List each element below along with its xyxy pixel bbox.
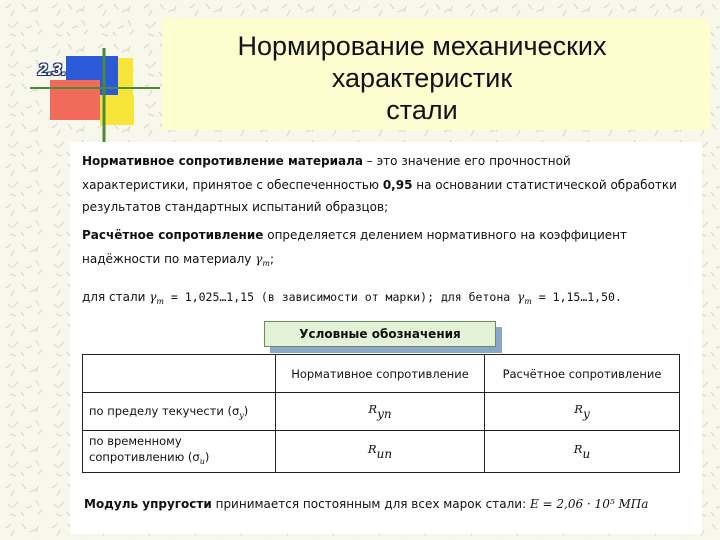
row2-label-tail: ) [204, 450, 210, 464]
term-normative: Нормативное сопротивление материала [82, 154, 363, 168]
row2-norm-sub: un [376, 447, 393, 461]
table-header-normative: Нормативное сопротивление [276, 355, 485, 393]
decorative-color-blocks [0, 0, 170, 150]
p1-text-a: – это значение его прочностной [362, 154, 571, 168]
p3-pre: для стали [82, 290, 150, 304]
gamma-symbol: γ [255, 252, 263, 266]
row1-label-sub: y [239, 410, 244, 420]
p2-tail: ; [269, 252, 275, 266]
reliability-value: 0,95 [382, 178, 413, 192]
paragraph-normative-line2 [82, 178, 692, 192]
section-number: 2.3. [38, 60, 67, 79]
paragraph-coefficients [82, 290, 692, 306]
paragraph-normative-line3: результатов стандартных испытаний образцов; [82, 200, 389, 214]
p1-line2-a: характеристики, принятое с обеспеченностью [82, 178, 383, 192]
row1-label-tail: ) [243, 403, 249, 418]
row1-calc-symbol: R [574, 402, 583, 416]
table-row-label [83, 431, 276, 473]
term-modulus: Модуль упругости [84, 497, 212, 511]
page-title [162, 30, 682, 126]
resistance-table [82, 354, 680, 473]
legend-label: Условные обозначения [264, 321, 496, 347]
table-row [83, 431, 680, 473]
table-cell-normative [276, 431, 485, 473]
p2-line2: надёжности по материалу [82, 252, 256, 266]
p2-text-a: определяется делением нормативного на коэффициент [263, 228, 628, 242]
paragraph-calc-line2 [82, 252, 692, 268]
paragraph-normative-line1 [82, 154, 692, 168]
gamma-concrete-sub: m [524, 297, 532, 306]
table-cell-normative [276, 393, 485, 431]
table-header-calc: Расчётное сопротивление [485, 355, 680, 393]
row1-label: по пределу текучести (σ [89, 403, 240, 418]
table-header-empty [83, 355, 276, 393]
table-cell-calc [485, 393, 680, 431]
gamma-concrete-symbol: γ [517, 290, 525, 304]
table-row [83, 393, 680, 431]
row1-norm-symbol: R [368, 402, 378, 416]
paragraph-calc-line1 [82, 228, 692, 242]
p1-line2-b: на основании статистической обработки [412, 178, 677, 192]
modulus-statement [84, 497, 648, 511]
modulus-text: принимается постоянным для всех марок стали: [211, 497, 530, 511]
page-title-line1: Нормирование механических характеристик [237, 31, 607, 93]
modulus-formula: E = 2,06 · 10⁵ МПа [529, 497, 649, 511]
gamma-steel-sub: m [156, 297, 164, 306]
table-cell-calc [485, 431, 680, 473]
concrete-range: = 1,15…1,50. [531, 290, 622, 304]
gamma-steel-symbol: γ [149, 290, 157, 304]
row1-norm-sub: yn [377, 407, 392, 421]
page-title-line2: стали [386, 95, 458, 125]
table-header-row [83, 355, 680, 393]
table-row-label [83, 393, 276, 431]
row2-calc-symbol: R [573, 442, 583, 456]
row2-norm-symbol: R [367, 442, 377, 456]
steel-range: = 1,025…1,15 (в зависимости от марки); для бетона [164, 290, 518, 304]
row2-label-sub: u [199, 457, 205, 466]
gamma-sub: m [262, 259, 270, 268]
term-calc: Расчётное сопротивление [82, 228, 264, 242]
row1-calc-sub: y [582, 407, 590, 421]
row2-label: по временному сопротивлению (σ [89, 434, 200, 464]
row2-calc-sub: u [582, 447, 591, 461]
